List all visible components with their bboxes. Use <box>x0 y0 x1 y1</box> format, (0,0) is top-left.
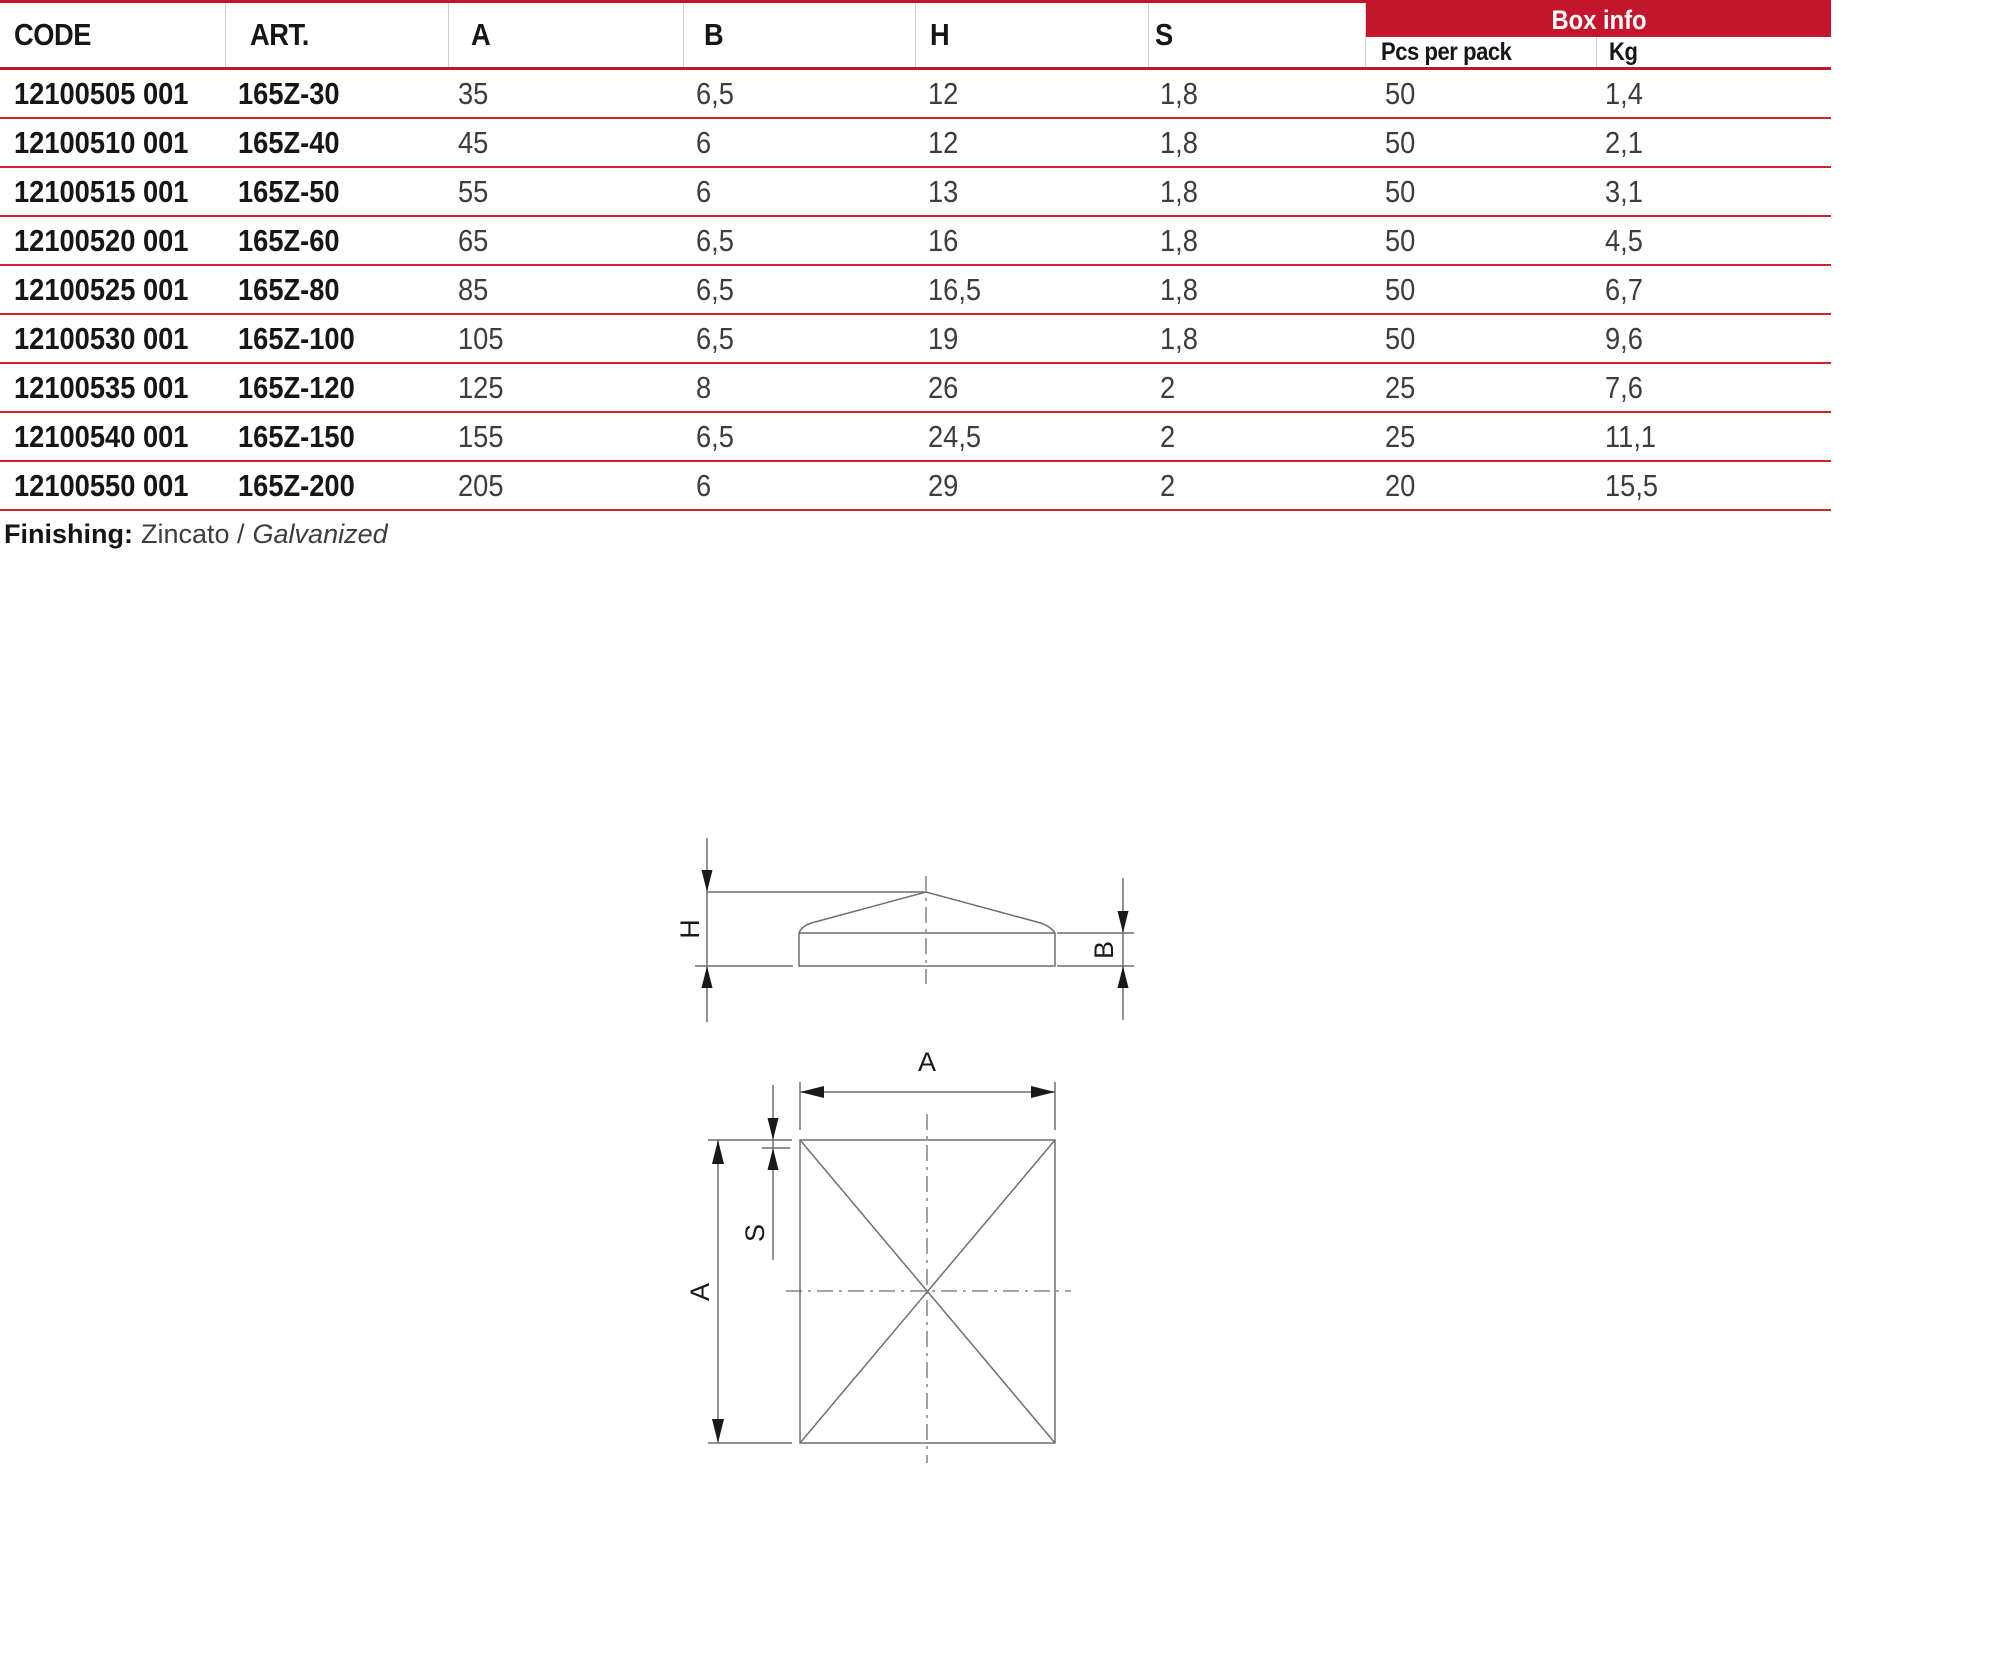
technical-drawing <box>640 820 1300 1500</box>
b-arrow-up-icon <box>1118 966 1129 988</box>
cell-b: 6 <box>696 467 712 503</box>
cell-a: 35 <box>458 75 489 111</box>
a-left-arrow-up-icon <box>712 1140 724 1164</box>
cell-a: 65 <box>458 222 489 258</box>
column-header-kg: Kg <box>1596 37 1831 67</box>
cell-pcs-per-pack: 50 <box>1385 271 1416 307</box>
cell-s: 2 <box>1160 418 1176 454</box>
cell-b: 6,5 <box>696 75 734 111</box>
cell-art: 165Z-60 <box>238 222 340 258</box>
table-row <box>0 266 1831 315</box>
cell-s: 1,8 <box>1160 320 1198 356</box>
cell-kg: 3,1 <box>1605 173 1643 209</box>
cell-a: 55 <box>458 173 489 209</box>
cell-s: 1,8 <box>1160 271 1198 307</box>
cell-h: 16,5 <box>928 271 982 307</box>
column-header-art: ART. <box>225 3 448 67</box>
cell-a: 85 <box>458 271 489 307</box>
cell-h: 29 <box>928 467 959 503</box>
cell-pcs-per-pack: 50 <box>1385 320 1416 356</box>
column-header-pcs-per-pack: Pcs per pack <box>1381 37 1512 66</box>
table-body <box>0 70 1831 511</box>
a-top-arrow-right-icon <box>1031 1086 1055 1098</box>
column-header-b: B <box>683 3 915 67</box>
cell-b: 6 <box>696 173 712 209</box>
cell-code: 12100540 001 <box>14 418 189 454</box>
cell-code: 12100510 001 <box>14 124 189 160</box>
cell-h: 19 <box>928 320 959 356</box>
cell-h: 26 <box>928 369 959 405</box>
finishing-value: Zincato / <box>140 519 245 549</box>
table-row <box>0 462 1831 511</box>
cell-h: 16 <box>928 222 959 258</box>
table-row <box>0 70 1831 119</box>
column-header-code: CODE <box>14 17 92 52</box>
cell-kg: 4,5 <box>1605 222 1643 258</box>
cell-pcs-per-pack: 50 <box>1385 124 1416 160</box>
cell-pcs-per-pack: 50 <box>1385 222 1416 258</box>
cell-kg: 15,5 <box>1605 467 1659 503</box>
cell-s: 1,8 <box>1160 222 1198 258</box>
table-row <box>0 119 1831 168</box>
cell-a: 105 <box>458 320 504 356</box>
h-arrow-up-icon <box>702 966 713 988</box>
cell-h: 13 <box>928 173 959 209</box>
box-info-group <box>1365 3 1831 67</box>
table-row <box>0 315 1831 364</box>
cell-code: 12100515 001 <box>14 173 189 209</box>
cell-h: 12 <box>928 124 959 160</box>
cell-b: 8 <box>696 369 712 405</box>
cell-kg: 11,1 <box>1605 418 1657 454</box>
a-left-dim-label: A <box>685 1282 715 1302</box>
cell-s: 1,8 <box>1160 173 1198 209</box>
cell-art: 165Z-120 <box>238 369 355 405</box>
cell-b: 6,5 <box>696 320 734 356</box>
cell-s: 2 <box>1160 369 1176 405</box>
cell-kg: 9,6 <box>1605 320 1643 356</box>
h-dim-label: H <box>675 919 705 939</box>
a-top-arrow-left-icon <box>800 1086 824 1098</box>
cell-art: 165Z-100 <box>238 320 355 356</box>
cell-art: 165Z-40 <box>238 124 340 160</box>
cell-a: 155 <box>458 418 504 454</box>
cell-b: 6,5 <box>696 222 734 258</box>
cell-code: 12100530 001 <box>14 320 189 356</box>
box-info-subheader <box>1366 37 1831 67</box>
a-left-arrow-down-icon <box>712 1419 724 1443</box>
table-row <box>0 364 1831 413</box>
cell-s: 1,8 <box>1160 124 1198 160</box>
cell-b: 6,5 <box>696 271 734 307</box>
cell-code: 12100535 001 <box>14 369 189 405</box>
cell-code: 12100520 001 <box>14 222 189 258</box>
cell-a: 45 <box>458 124 489 160</box>
s-dim-label: S <box>740 1223 770 1243</box>
cell-kg: 1,4 <box>1605 75 1643 111</box>
cell-kg: 2,1 <box>1605 124 1643 160</box>
finishing-label: Finishing: <box>4 519 133 549</box>
side-view <box>675 838 1134 1022</box>
s-arrow-down-icon <box>768 1118 779 1140</box>
cell-art: 165Z-200 <box>238 467 355 503</box>
s-arrow-up-icon <box>768 1148 779 1170</box>
cell-kg: 6,7 <box>1605 271 1643 307</box>
top-view <box>685 1047 1071 1463</box>
table-header-row <box>0 0 1831 70</box>
cell-code: 12100550 001 <box>14 467 189 503</box>
cell-b: 6,5 <box>696 418 734 454</box>
cell-b: 6 <box>696 124 712 160</box>
cell-art: 165Z-50 <box>238 173 340 209</box>
table-row <box>0 413 1831 462</box>
spec-table <box>0 0 1831 511</box>
column-header-h: H <box>915 3 1148 67</box>
b-arrow-down-icon <box>1118 911 1129 933</box>
cell-s: 2 <box>1160 467 1176 503</box>
cell-h: 24,5 <box>928 418 982 454</box>
cell-a: 205 <box>458 467 504 503</box>
table-row <box>0 168 1831 217</box>
cell-art: 165Z-80 <box>238 271 340 307</box>
finishing-note <box>4 519 388 550</box>
cell-code: 12100505 001 <box>14 75 189 111</box>
cell-h: 12 <box>928 75 959 111</box>
box-info-banner: Box info <box>1366 3 1831 37</box>
cell-a: 125 <box>458 369 504 405</box>
cell-pcs-per-pack: 20 <box>1385 467 1416 503</box>
a-top-dim-label: A <box>917 1047 937 1077</box>
b-dim-label: B <box>1089 940 1119 960</box>
cell-kg: 7,6 <box>1605 369 1643 405</box>
cell-pcs-per-pack: 50 <box>1385 75 1416 111</box>
cell-pcs-per-pack: 25 <box>1385 369 1416 405</box>
column-header-a: A <box>448 3 683 67</box>
h-arrow-down-icon <box>702 870 713 892</box>
cell-pcs-per-pack: 25 <box>1385 418 1416 454</box>
cell-code: 12100525 001 <box>14 271 189 307</box>
cell-art: 165Z-30 <box>238 75 340 111</box>
cell-art: 165Z-150 <box>238 418 355 454</box>
cell-pcs-per-pack: 50 <box>1385 173 1416 209</box>
column-header-s: S <box>1148 3 1365 67</box>
table-row <box>0 217 1831 266</box>
finishing-value-translation: Galvanized <box>252 519 388 549</box>
cell-s: 1,8 <box>1160 75 1198 111</box>
cap-outline <box>799 892 1055 966</box>
